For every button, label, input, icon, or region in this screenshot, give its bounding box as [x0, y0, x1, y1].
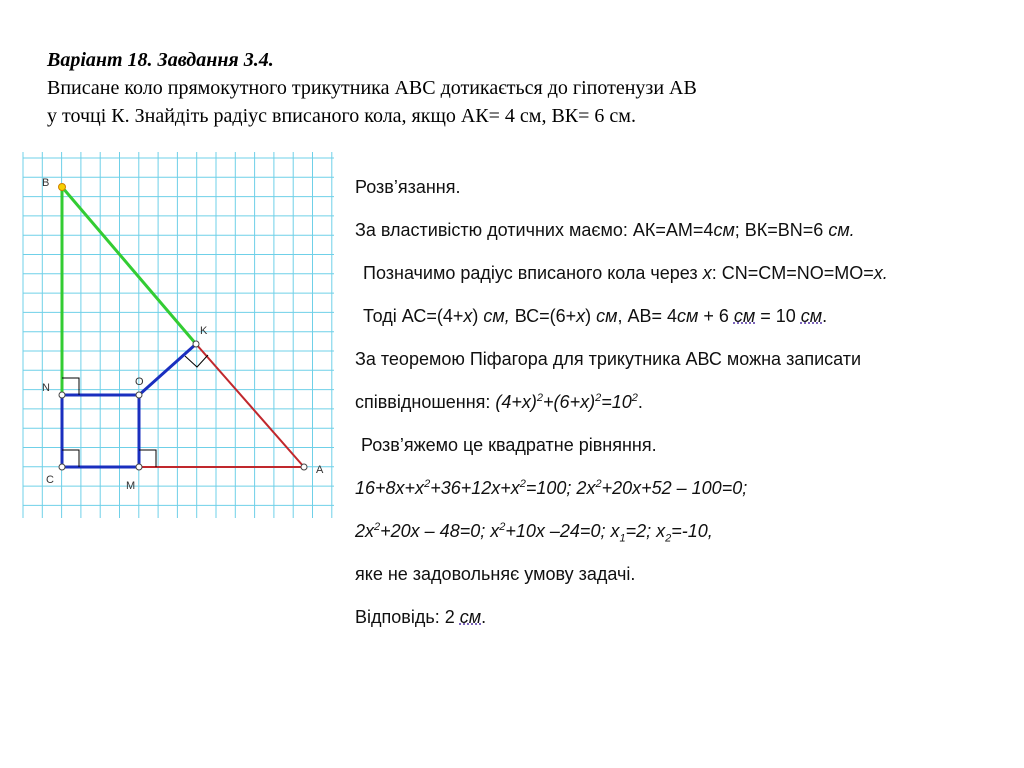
solution-line-2: Позначимо радіус вписаного кола через x: CN=CM=NO=MO=x. — [363, 263, 888, 283]
solution-line-9: яке не задовольняє умову задачі. — [355, 564, 636, 584]
triangle-figure — [0, 0, 350, 530]
grid — [23, 152, 334, 518]
solution-line-5: співвідношення: $(4+x)^2+(6+x)^2=10^2$. — [355, 392, 643, 412]
point-k — [193, 341, 199, 347]
label-o: O — [135, 376, 144, 388]
point-a — [301, 464, 307, 470]
segment-ok — [139, 344, 196, 395]
label-a: A — [316, 464, 324, 476]
label-m: M — [126, 480, 136, 492]
solution-answer: Відповідь: 2 см. — [355, 607, 487, 627]
right-angle-n — [62, 378, 79, 395]
task-line-2: у точці К. Знайдіть радіус вписаного кола, якщо АК= 4 см, ВК= 6 см. — [47, 105, 636, 127]
label-k: K — [200, 325, 208, 337]
right-angle-c — [62, 450, 79, 467]
solution-title: Розв’язання. — [355, 177, 461, 197]
solution-line-8: $2x^2+20x - 48=0$; $x^2+10x$ –24=0; $x_1=2$; $x_2=-10$, — [355, 521, 713, 545]
point-c — [59, 464, 65, 470]
solution-line-1: За властивістю дотичних маємо: АК=АМ=4см; ВК=BN=6 см. — [355, 220, 855, 240]
solution-line-7: $16+8x+x^2+36+12x+x^2=100$; $2x^2+20x+52 - 100=0$; — [355, 478, 748, 498]
task-line-1: Вписане коло прямокутного трикутника ABC дотикається до гіпотенузи AB — [47, 77, 697, 99]
solution-line-4: За теоремою Піфагора для трикутника АВС можна записати — [355, 349, 862, 369]
point-m — [136, 464, 142, 470]
right-angle-m — [139, 450, 156, 467]
segment-bk — [62, 187, 196, 344]
point-o — [136, 392, 142, 398]
label-n: N — [42, 382, 50, 394]
label-b: B — [42, 177, 50, 189]
segment-ka — [196, 344, 304, 467]
task-heading: Варіант 18. Завдання 3.4. — [47, 49, 274, 71]
label-c: C — [46, 474, 54, 486]
point-n — [59, 392, 65, 398]
solution-line-3: Тоді АС=(4+x) см, ВС=(6+x) см, АВ= 4см + 6 см = 10 см. — [363, 306, 828, 326]
point-b — [59, 184, 66, 191]
solution-line-6: Розв’яжемо це квадратне рівняння. — [361, 435, 657, 455]
